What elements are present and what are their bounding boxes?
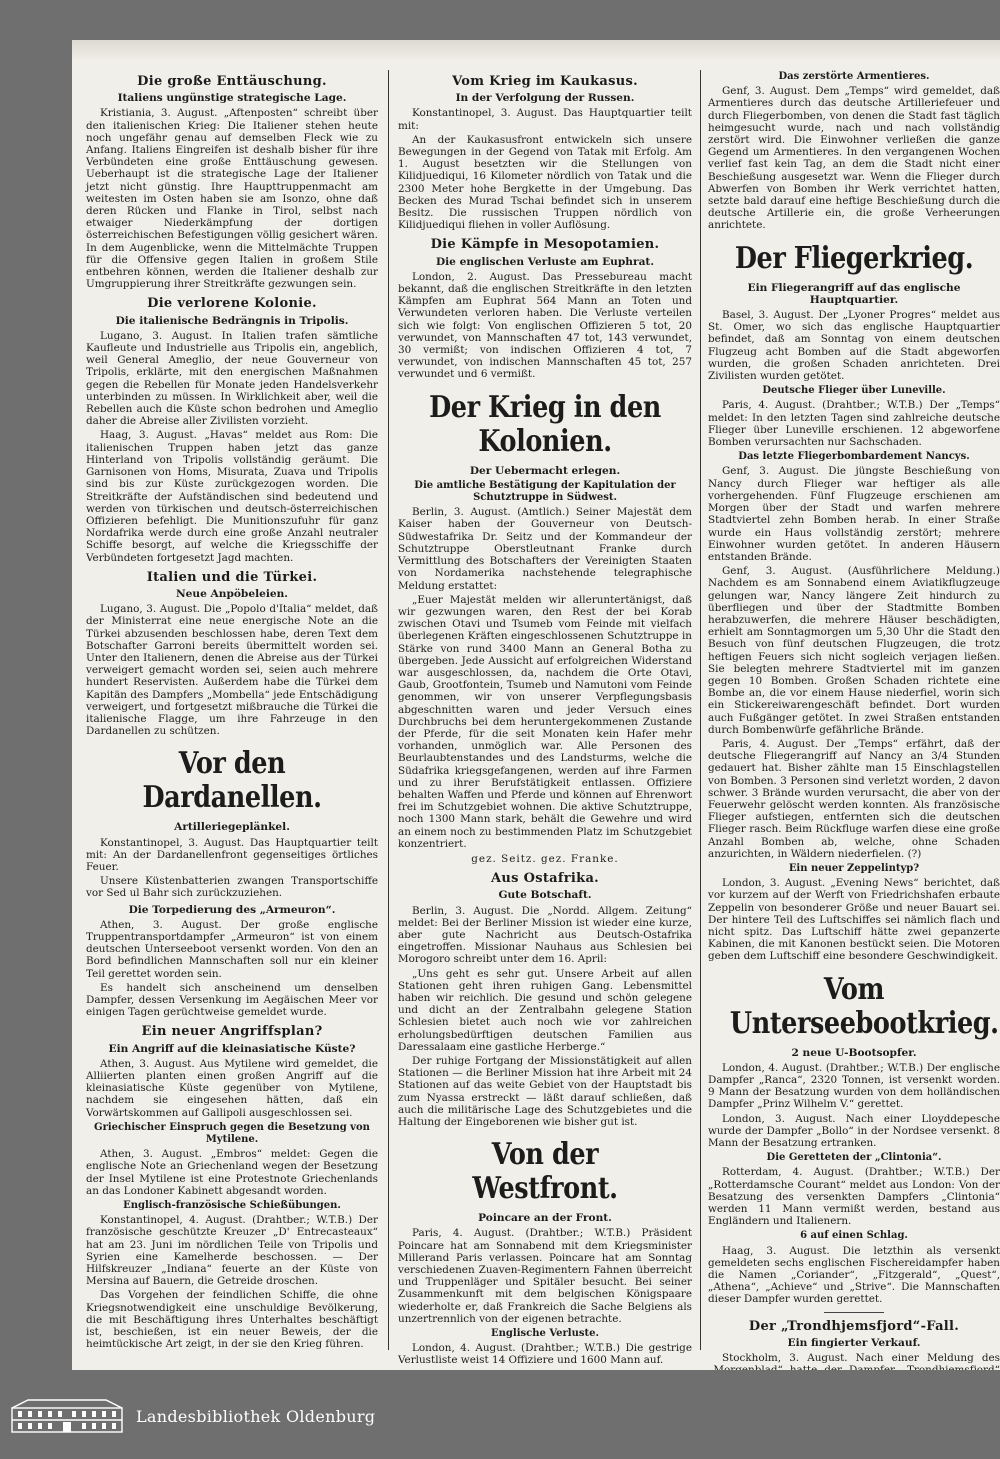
- subheadline: 6 auf einen Schlag.: [800, 1230, 908, 1242]
- article-paragraph: Genf, 3. August. Die jüngste Beschießung von Nancy durch Flieger war heftiger als alle vorhergehenden. Fünf Flugzeuge erschienen am Morgen über der Stadt und warfen mehrere Stadtviertel zehn Bomben herab. In einer Straße wurde ein Haus vollständig zerstört; mehrere Einwohner wurden getötet. In anderen Häusern entstanden Brände.: [708, 465, 1000, 563]
- subheadline: Gute Botschaft.: [498, 889, 592, 902]
- column-right: [708, 68, 1000, 1365]
- article-paragraph: London, 3. August. Nach einer Lloyddepesche wurde der Dampfer „Bollo“ in der Nordsee versenkt. 8 Mann der Besatzung ertranken.: [708, 1112, 1000, 1150]
- article-paragraph: Haag, 3. August. Die letzthin als versenkt gemeldeten sechs englischen Fischereidampfer haben die Namen „Coriander“, „Fitzgerald“, „Quest“, „Athena“, „Achieve“ und „Strive“. Die Mannschaften dieser Dampfer wurden gerettet.: [708, 1244, 1000, 1306]
- article-paragraph: Athen, 3. August. Der große englische Truppentransportdampfer „Armeuron“ ist von einem deutschen Unterseeboot versenkt worden. Von den an Bord befindlichen Mannschaften soll nur ein kleiner Teil gerettet worden sein.: [86, 918, 378, 980]
- subheadline: Ein Angriff auf die kleinasiatische Küste?: [108, 1042, 356, 1055]
- newspaper-page: [72, 40, 1000, 1370]
- headline: Die verlorene Kolonie.: [147, 296, 317, 312]
- subheadline: Das zerstörte Armentieres.: [778, 71, 930, 82]
- headline: Aus Ostafrika.: [491, 871, 599, 887]
- headline: Italien und die Türkei.: [146, 569, 318, 585]
- subheadline: 2 neue U-Bootsopfer.: [791, 1046, 917, 1059]
- footer-bar: [0, 1370, 1000, 1459]
- article-paragraph: Basel, 3. August. Der „Lyoner Progres“ meldet aus St. Omer, wo sich das englische Hauptquartier befindet, daß am Sonntag von einem deutschen Flugzeug acht Bomben auf die Stadt abgeworfen wurden, die großen Schaden anrichteten. Drei Zivilisten wurden getötet.: [708, 309, 1000, 383]
- column-rule: [388, 70, 389, 1350]
- article-paragraph: Lugano, 3. August. Die „Popolo d'Italia“ meldet, daß der Ministerrat eine neue energische Note an die Türkei abzusenden beschlossen habe, deren Text dem Botschafter Garroni bereits übermittelt worden sei. Unter den Italienern, denen die Abreise aus der Türkei verweigert gemacht worden sei, seien auch mehrere hundert Reservisten. Außerdem habe die Türkei dem Kapitän des Dampfers „Mombella“ jede Entschädigung verweigert, und fortgesetzt mißbrauche die Türkei die italienische Flagge, um ihre Fahrzeuge in den Dardanellen zu schützen.: [86, 603, 378, 738]
- section-separator: [824, 1312, 884, 1313]
- article-paragraph: Das Vorgehen der feindlichen Schiffe, die ohne Kriegsnotwendigkeit eine unschuldige Bevölkerung, die mit Beschäftigung ihres Unterhaltes beschäftigt ist, beschießen, ist ein neuer Beweis, der die heimtückische Art zeigt, in der sie den Krieg führen.: [86, 1289, 378, 1351]
- subheadline: Griechischer Einspruch gegen die Besetzung von Mytilene.: [94, 1121, 370, 1146]
- article-paragraph: Haag, 3. August. „Havas“ meldet aus Rom: Die italienischen Truppen haben jetzt das ganze Hinterland von Tripolis vollständig geräumt. Die Garnisonen von Homs, Misurata, Zuava und Tripolis sind bis zur Küste zurückgezogen worden. Die Streitkräfte der Aufständischen sind bedeutend und werden von türkischen und deutsch-österreichischen Offizieren befehligt. Die Munitionszufuhr für ganz Nordafrika werde durch eine große Anzahl neutraler Schiffe besorgt, auf welche die Kriegsschiffe der Verbündeten fortgesetzt Jagd machten.: [86, 429, 378, 564]
- article-paragraph: „Euer Majestät melden wir alleruntertänigst, daß wir gezwungen waren, den Rest der bei Korab zwischen Otavi und Tsumeb vom Feinde mit vielfach überlegenen Kräften eingeschlossenen Schutztruppe in Stärke von rund 3400 Mann an General Botha zu übergeben. Jede Aussicht auf erfolgreichen Widerstand war ausgeschlossen, da, nachdem die Orte Otavi, Gaub, Grootfontein, Tsumeb und Namutoni vom Feinde genommen, wir von unserer Verpflegungsbasis abgeschnitten waren und jeder Versuch eines Durchbruchs bei dem heruntergekommenen Zustande der Pferde, für die seit Monaten kein Hafer mehr vorhanden, unmöglich war. Alle Personen des Beurlaubtenstandes und des Landsturms, welche die Südafrika kriegsgefangenen, werden auf ihre Farmen und zu ihrer Berufstätigkeit entlassen. Offiziere behalten Waffen und Pferde und können auf Ehrenwort frei im Schutzgebiet wohnen. Die aktive Schutztruppe, noch 1300 Mann stark, behält die Gewehre und wird an einem noch zu bestimmenden Platz im Schutzgebiet konzentriert.: [398, 593, 692, 850]
- article-paragraph: Paris, 4. August. Der „Temps“ erfährt, daß der deutsche Fliegerangriff auf Nancy an 3/4 Stunden gedauert hat. Bisher zählte man 15 Einschlagstellen von Bomben. 3 Personen sind verletzt worden, 2 davon schwer. 3 Brände wurden verursacht, die aber von der Feuerwehr gelöscht werden konnten. Als französische Flieger aufstiegen, entfernten sich die deutschen Flieger rasch. Beim Rückfluge warfen diese eine große Anzahl Bomben ab, welche, ohne Schaden anzurichten, in Wäldern niederfielen. (?): [708, 737, 1000, 860]
- article-paragraph: Lugano, 3. August. In Italien trafen sämtliche Kaufleute und Industrielle aus Tripolis ein, angeblich, weil General Ameglio, der neue Gouverneur von Tripolis, erklärte, mit den energischen Maßnahmen gegen die Rebellen für Monate jeden Handelsverkehr unterbinden zu müssen. In Wirklichkeit aber, weil die Rebellen auch die Küste schon bedrohen und Ameglio daher die Abreise aller Zivilisten vorzieht.: [86, 329, 378, 428]
- library-name: Landesbibliothek Oldenburg: [136, 1407, 376, 1426]
- page-top-edge: [72, 40, 1000, 62]
- subheadline: In der Verfolgung der Russen.: [455, 92, 635, 105]
- subheadline: Poincare an der Front.: [478, 1212, 612, 1225]
- subheadline: Die italienische Bedrängnis in Tripolis.: [115, 314, 349, 327]
- article-paragraph: Konstantinopel, 3. August. Das Hauptquartier teilt mit: An der Dardanellenfront gegenseitiges örtliches Feuer.: [86, 836, 378, 873]
- article-paragraph: Unsere Küstenbatterien zwangen Transportschiffe vor Sed ul Bahr sich zurückzuziehen.: [86, 875, 378, 900]
- subheadline: Englische Verluste.: [491, 1328, 599, 1340]
- column-rule: [700, 70, 701, 1350]
- article-paragraph: Konstantinopel, 3. August. Das Hauptquartier teilt mit:: [398, 107, 692, 132]
- article-paragraph: Konstantinopel, 4. August. (Drahtber.; W.T.B.) Der französische geschützte Kreuzer „D' Entrecasteaux“ hat am 23. Juni im nördlichen Teile von Tripolis und Syrien eine Kamelherde beschossen. — Der Hilfskreuzer „Indiana“ feuerte an der Küste von Mersina auf Bauern, die Getreide droschen.: [86, 1214, 378, 1288]
- subheadline: Artilleriegeplänkel.: [174, 821, 290, 834]
- article-paragraph: An der Kaukasusfront entwickeln sich unsere Bewegungen in der Gegend von Tatak mit Erfolg. Am 1. August besetzten wir die Stellungen von Kilidjuediqui, 16 Kilometer nördlich von Tatak und die 2300 Meter hohe Bergkette in der Umgebung. Das Becken des Murad Tschai befindet sich in unserem Besitz. Die russischen Truppen nördlich von Kilidjuediqui fliehen in voller Auflösung.: [398, 133, 692, 232]
- article-paragraph: Berlin, 3. August. (Amtlich.) Seiner Majestät dem Kaiser haben der Gouverneur von Deutsch-Südwestafrika Dr. Seitz und der Kommandeur der Schutztruppe Oberstleutnant Franke durch Vermittlung des Botschafters der Vereinigten Staaten von Nordamerika nachstehende telegraphische Meldung erstattet:: [398, 506, 692, 592]
- subheadline: Die englischen Verluste am Euphrat.: [435, 255, 655, 268]
- article-paragraph: Stockholm, 3. August. Nach einer Meldung des: [722, 1352, 1000, 1365]
- article-paragraph: Berlin, 3. August. Die „Nordd. Allgem. Zeitung“ meldet: Bei der Berliner Mission ist wieder eine kurze, aber gute Nachricht aus Deutsch-Ostafrika eingetroffen. Missionar Nauhaus aus Schlesien bei Morogoro schreibt unter dem 16. April:: [398, 904, 692, 966]
- subheadline: Neue Anpöbeleien.: [175, 587, 288, 600]
- section-headline: Vom Unterseebootkrieg.: [729, 971, 999, 1041]
- subheadline: Ein fingierter Verkauf.: [787, 1336, 921, 1349]
- article-paragraph: London, 4. August. (Drahtber.; W.T.B.) Die gestrige Verlustliste weist 14 Offiziere und 1600 Mann auf.: [398, 1342, 692, 1367]
- article-paragraph: Kristiania, 3. August. „Aftenposten“ schreibt über den italienischen Krieg: Die Italiener stehen heute noch ungefähr genau auf demselben Fleck wie zu Anfang. Italiens Eingreifen ist deshalb bisher für ihre Verbündeten eine große Enttäuschung gewesen. Ueberhaupt ist die strategische Lage der Italiener jetzt nicht günstig. Ihre Haupttruppenmacht am weitesten im Osten haben sie am Isonzo, ohne daß deren Rücken und Flanke in Tirol, selbst nach etwaiger Niederkämpfung der dortigen österreichischen Befestigungen völlig gesichert wären. In dem Augenblicke, wenn die Mittelmächte Truppen für die Offensive gegen Italien in großem Stile entbehren können, werden die Italiener deshalb zur Umgruppierung ihrer Streitkräfte gezwungen sein.: [86, 107, 378, 291]
- column-middle: [398, 68, 692, 1367]
- article-paragraph: London, 4. August. (Drahtber.; W.T.B.) Der englische Dampfer „Ranca“, 2320 Tonnen, ist versenkt worden. 9 Mann der Besatzung wurden von dem holländischen Dampfer „Prinz Wilhelm V.“ gerettet.: [708, 1061, 1000, 1111]
- article-paragraph: Der ruhige Fortgang der Missionstätigkeit auf allen Stationen — die Berliner Mission hat ihre Arbeit mit 24 Stationen auf das weite Gebiet von der Hauptstadt bis zum Nyassa erstreckt — läßt darauf schließen, daß auch die militärische Lage des Schutzgebietes und die Haltung der Eingeborenen wie bisher gut ist.: [398, 1055, 692, 1129]
- article-paragraph: Paris, 4. August. (Drahtber.; W.T.B.) Der „Temps“ meldet: In den letzten Tagen sind zahlreiche deutsche Flieger über Luneville erschienen. 12 abgeworfene Bomben verursachten nur Sachschaden.: [708, 399, 1000, 449]
- subheadline: Die Torpedierung des „Armeuron“.: [128, 903, 336, 916]
- subheadline: Das letzte Fliegerbombardement Nancys.: [738, 451, 970, 463]
- subheadline: Der Uebermacht erlegen.: [469, 464, 621, 477]
- headline: Vom Krieg im Kaukasus.: [452, 74, 638, 89]
- article-paragraph: Paris, 4. August. (Drahtber.; W.T.B.) Präsident Poincare hat am Sonnabend mit dem Kriegsminister Millerand Paris verlassen. Poincare hat am Sonntag verschiedenen Zuaven-Regimentern Fahnen überreicht und Truppenläger und Spitäler besucht. Bei seiner Zusammenkunft mit dem belgischen Königspaare wiederholte er, daß Frankreich die Sache Belgiens als unzertrennlich von der eigenen betrachte.: [398, 1227, 692, 1325]
- subheadline: Die Geretteten der „Clintonia“.: [766, 1152, 942, 1164]
- article-paragraph: Genf, 3. August. Dem „Temps“ wird gemeldet, daß Armentieres durch das deutsche Artilleriefeuer und durch Fliegerbomben, von denen die Stadt fast täglich heimgesucht wurde, nach und nach vollständig zerstört wird. Die Einwohner verließen die ganze Gegend um Armentieres. In den vergangenen Wochen verlief fast kein Tag, an dem die Stadt nicht einer Beschießung ausgesetzt war. Wenn die Flieger durch Abwerfen von Bomben ihr Werk verrichtet hatten, setzte bald darauf eine heftige Beschießung durch die deutsche Artillerie ein, die große Verheerungen anrichtete.: [708, 85, 1000, 232]
- subheadline: Die amtliche Bestätigung der Kapitulation der Schutztruppe in Südwest.: [414, 479, 676, 504]
- subheadline: Italiens ungünstige strategische Lage.: [117, 92, 347, 105]
- article-paragraph: Rotterdam, 4. August. (Drahtber.; W.T.B.) Der „Rotterdamsche Courant“ meldet aus London: Von der Besatzung des versenkten Dampfers „Clintonia“ werden 11 Mann vermißt werden, bestand aus Engländern und Italienern.: [708, 1166, 1000, 1228]
- section-headline: Der Fliegerkrieg.: [734, 240, 974, 276]
- article-paragraph: London, 3. August. „Evening News“ berichtet, daß vor kurzem auf der Werft von Friedrichshafen erbaute Zeppelin von besonderer Größe und neuer Bauart sei. Der hintere Teil des Luftschiffes sei nämlich flach und nicht spitz. Das Luftschiff hätte zwei gepanzerte Kabinen, die mit Kanonen bestückt seien. Die Motoren geben dem Luftschiff eine besondere Geschwindigkeit.: [708, 877, 1000, 963]
- article-paragraph: Es handelt sich anscheinend um denselben Dampfer, dessen Versenkung im Aegäischen Meer vor einigen Tagen gerüchtweise gemeldet wurde.: [86, 981, 378, 1019]
- headline: Der „Trondhjemsfjord“-Fall.: [748, 1318, 960, 1334]
- headline: Ein neuer Angriffsplan?: [141, 1024, 323, 1040]
- subheadline: Englisch-französische Schießübungen.: [123, 1200, 341, 1212]
- article-paragraph: Athen, 3. August. „Embros“ meldet: Gegen die englische Note an Griechenland wegen der Besetzung der Insel Mytilene ist eine Protestnote Griechenlands an das Londoner Kabinett abgesandt worden.: [86, 1148, 378, 1197]
- signature-line: gez. Seitz. gez. Franke.: [471, 852, 619, 865]
- article-paragraph: Genf, 3. August. (Ausführlichere Meldung.) Nachdem es am Sonnabend einem Aviatikflugzeuge gelungen war, Nancy längere Zeit hindurch zu überfliegen und über der Stadtmitte Bomben herabzuwerfen, die mehrere Häuser beschädigten, erhielt am Sonntagmorgen um 5,30 Uhr die Stadt den Besuch von fünf deutschen Flugzeugen, die trotz heftigen Feuers sich nicht sogleich verjagen ließen. Sie belegten mehrere Stadtviertel mit im ganzen gegen 10 Bomben. Großen Schaden richtete eine Bombe an, die vor einem Hause niederfiel, worin sich ein Stickereiwarengeschäft befindet. Dort wurden auch Fußgänger getötet. In zwei Straßen entstanden durch Bombenwürfe gefährliche Brände.: [708, 565, 1000, 736]
- subheadline: Ein Fliegerangriff auf das englische Hauptquartier.: [747, 281, 961, 306]
- headline: Die große Enttäuschung.: [137, 74, 327, 89]
- section-headline: Der Krieg in den Kolonien.: [429, 389, 661, 459]
- article-paragraph: Athen, 3. August. Aus Mytilene wird gemeldet, die Alliierten planten einen großen Angriff auf die kleinasiatische Küste gegenüber von Mytilene, nachdem sie eingesehen hätten, daß ein Vorwärtskommen auf Gallipoli ausgeschlossen sei.: [86, 1057, 378, 1119]
- article-paragraph: „Uns geht es sehr gut. Unsere Arbeit auf allen Stationen geht ihren ruhigen Gang. Lebensmittel haben wir reichlich. Die gesund und schön gelegene und dicht an der Zentralbahn gelegene Station Schlesien bietet auch noch wie vor zahlreichen erholungsbedürftigen deutschen Familien aus Daressalaam eine gastliche Herberge.“: [398, 967, 692, 1053]
- subheadline: Ein neuer Zeppelintyp?: [788, 862, 920, 874]
- subheadline: Deutsche Flieger über Luneville.: [762, 385, 946, 397]
- library-building-icon: [8, 1398, 126, 1434]
- section-headline: Von der Westfront.: [472, 1137, 618, 1207]
- column-left: [86, 68, 378, 1362]
- article-paragraph: London, 2. August. Das Pressebureau macht bekannt, daß die englischen Streitkräfte in den letzten Kämpfen am Euphrat 564 Mann an Toten und Verwundeten verloren haben. Die Verluste verteilen sich wie folgt: Von englischen Offizieren 5 tot, 20 verwundet, von Mannschaften 47 tot, 143 verwundet, 30 vermißt; von indischen Offizieren 4 tot, 7 verwundet, von indischen Mannschaften 45 tot, 257 verwundet und 6 vermißt.: [398, 270, 692, 381]
- headline: Die Kämpfe in Mesopotamien.: [430, 237, 660, 253]
- section-headline: Vor den Dardanellen.: [142, 746, 322, 816]
